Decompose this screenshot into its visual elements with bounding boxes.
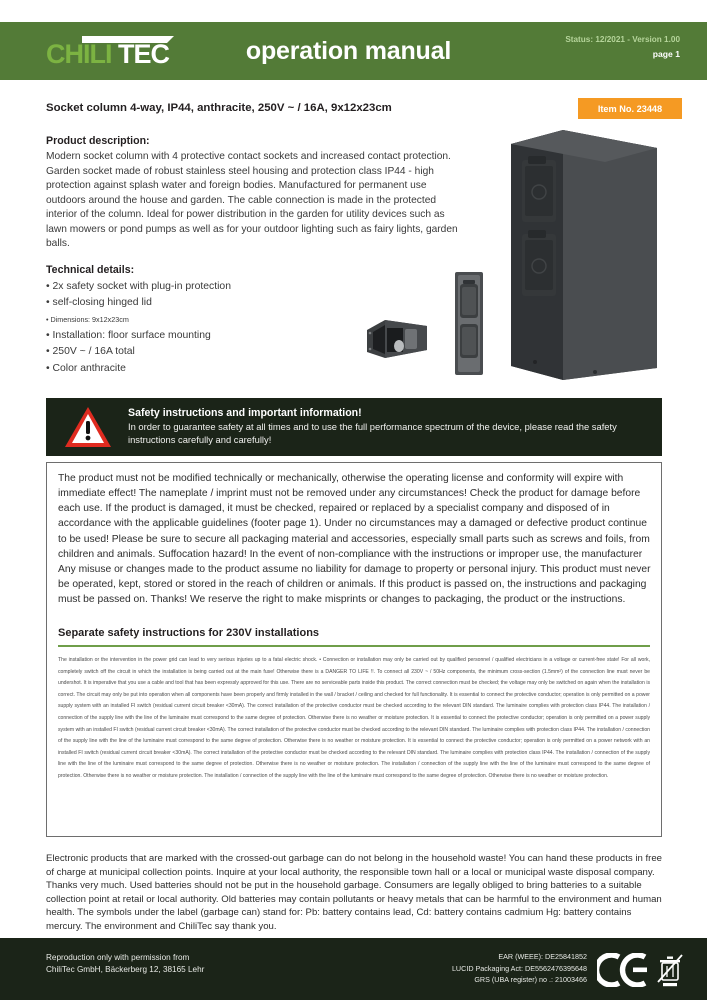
technical-details-heading: Technical details: [46, 264, 135, 276]
grs-uba-number: GRS (UBA register) no .: 21003466 [474, 975, 587, 985]
svg-text:TEC: TEC [118, 39, 169, 68]
safety-main-text: The product must not be modified technically or mechanically, otherwise the operating license and conformity will expire with immediate effect! The nameplate / imprint must not be removed under any circumstances! Check the product for damage before each use. If the product is damaged, it must be checked, repaired or replaced by a specialist company and disposed of in accordance with the applicable guidelines (footer page 1). Under no circumstances may a damaged or defective product continue to be used! Please be sure to secure all packaging material and accessories, especially small parts such as screws and foils, from children and animals. Suffocation hazard! In the event of non-compliance with the instructions or improper use, the manufacturer Any misuse or changes made to the product assume no liability for damage to property or personal injury. This product must never be operated, kept, stored or stored in the reach of children or animals. If this product is passed on, the instructions and packaging must be passed on. Thanks! We reserve the right to make misprints or changes to packaging, the product or the instructions. [58, 473, 651, 605]
item-number-badge: Item No. 23448 [578, 98, 682, 119]
lucid-packaging-number: LUCID Packaging Act: DE5562476395648 [451, 963, 587, 973]
reproduction-line-1: Reproduction only with permission from [46, 953, 190, 962]
header-meta [565, 34, 680, 60]
crossed-out-wheelie-bin-icon [655, 952, 685, 993]
technical-detail-item: • Dimensions: 9x12x23cm [46, 314, 129, 324]
status-version: Status: 12/2021 - Version 1.00 [565, 35, 680, 44]
technical-detail-item: • 2x safety socket with plug-in protection [46, 281, 231, 292]
product-description-text: Modern socket column with 4 protective contact sockets and increased contact protection. Garden socket made of robust stainless steel housing and protection class IP44 - high protection against splash water and foreign bodies. Manufactured for permanent use outdoors around the house and garden. The cable connection is made in the protected interior of the column. Ideal for power distribution in the garden for utility devices such as lawn mowers or pond pumps as well as for your outdoor lighting such as fairy lights, garden balls. [46, 151, 458, 250]
page-header [0, 22, 707, 80]
technical-detail-item: • Color anthracite [46, 362, 126, 374]
warning-triangle-icon [64, 406, 112, 448]
technical-details-list [46, 279, 346, 377]
product-photo-top [455, 272, 483, 375]
ce-mark-icon [597, 953, 649, 992]
product-title: Socket column 4-way, IP44, anthracite, 250V ~ / 16A, 9x12x23cm [46, 102, 392, 114]
svg-text:CHILI: CHILI [46, 39, 112, 68]
safety-instructions-box [46, 462, 662, 837]
safety-banner-title: Safety instructions and important information! [128, 407, 362, 420]
technical-detail-item: • 250V ~ / 16A total [46, 346, 135, 358]
reproduction-notice [46, 952, 204, 977]
ear-weee-number: EAR (WEEE): DE25841852 [498, 952, 587, 961]
certification-marks [597, 952, 685, 993]
safety-banner [46, 398, 662, 456]
product-photo-base [365, 312, 427, 362]
page-number: page 1 [652, 48, 680, 59]
technical-detail-item: • Installation: floor surface mounting [46, 329, 211, 341]
disposal-information-text: Electronic products that are marked with the crossed-out garbage can do not belong in the household waste! You can hand these products in free of charge at municipal collection points. Inquire at your local authority, the responsible town hall or a local or municipal waste disposal company. Thanks very much. Used batteries should not be put in the household garbage. Consumers are legally obliged to bring batteries to a suitable collection point at retail or local authority. Old batteries may contain pollutants or heavy metals that can be harmful to the environment and human health. The symbols under the label (garbage can) stand for: Pb: battery contains lead, Cd: battery contains cadmium Hg: battery contains mercury. The environment and ChiliTec say thank you. [46, 853, 662, 933]
safety-fineprint-text: The installation or the intervention in the power grid can lead to very serious injuries up to a fatal electric shock. • Connection or installation may only be carried out by qualified personnel / qualified electricians in a voltage or current-free state! For all work, completely switch off the circuit in which the installation is being carried out at the main fuse! Otherwise there is a DANGER TO LIFE !!. To connect all 230V ~ / 50Hz components, the minimum cross-section (1.5mm²) of the connection line must never be undershot. It is imperative that you use a cable and tool that has been expressly approved for this use. There are no serviceable parts inside this product. The correct connection must be checked; the voltage may only be switched on again when the installation is correct. The circuit may only be put into operation when all components have been properly and firmly installed in the wall / bracket / ceiling and checked for full functionality. It is essential to connect the protective conductor; operation is only permitted on a power supply system with an installed FI switch (residual current circuit breaker <30mA). The correct installation of the protective conductor must be checked according to the relevant DIN standard. The luminaire complies with protection class IP44. The installation / connection of the supply line with the line of the luminaire must correspond to the same degree of protection. Otherwise there is no weather or moisture protection. It is essential to connect the protective conductor; operation is only permitted on a power supply system with an installed FI switch (residual current circuit breaker <30mA). The correct installation of the protective conductor must be checked according to the relevant DIN standard. The luminaire complies with protection class IP44. The installation / connection of the supply line with the line of the luminaire must correspond to the same degree of protection. Otherwise there is no weather or moisture protection. It is essential to connect the protective conductor; operation is only permitted on a power network with an installed FI switch (residual current circuit breaker <30mA). The correct installation of the protective conductor must be checked according to the relevant DIN standard. The luminaire complies with protection class IP44. The installation / connection of the supply line with the line of the luminaire must correspond to the same degree of protection. Otherwise there is no weather or moisture protection. The installation / connection of the supply line with the line of the luminaire must correspond to the same degree of protection. Otherwise there is no weather or moisture protection. The installation / connection of the supply line with the line of the luminaire must correspond to the same degree of protection. Otherwise there is no weather or moisture protection. [58, 657, 650, 780]
technical-detail-item: • self-closing hinged lid [46, 297, 152, 309]
product-description-heading: Product description: [46, 135, 150, 147]
safety-subsection-divider [58, 645, 650, 647]
manual-title: operation manual [245, 36, 452, 65]
page-footer [0, 938, 707, 1000]
safety-banner-subtitle: In order to guarantee safety at all times and to use the full performance spectrum of the device, please read the safety instructions carefully and carefully! [128, 421, 617, 445]
company-address: ChiliTec GmbH, Bäckerberg 12, 38165 Lehr [46, 965, 205, 975]
registration-numbers [452, 951, 587, 986]
safety-banner-texts [128, 407, 662, 447]
product-photo-main [505, 130, 657, 380]
safety-subsection-heading: Separate safety instructions for 230V installations [58, 627, 320, 639]
